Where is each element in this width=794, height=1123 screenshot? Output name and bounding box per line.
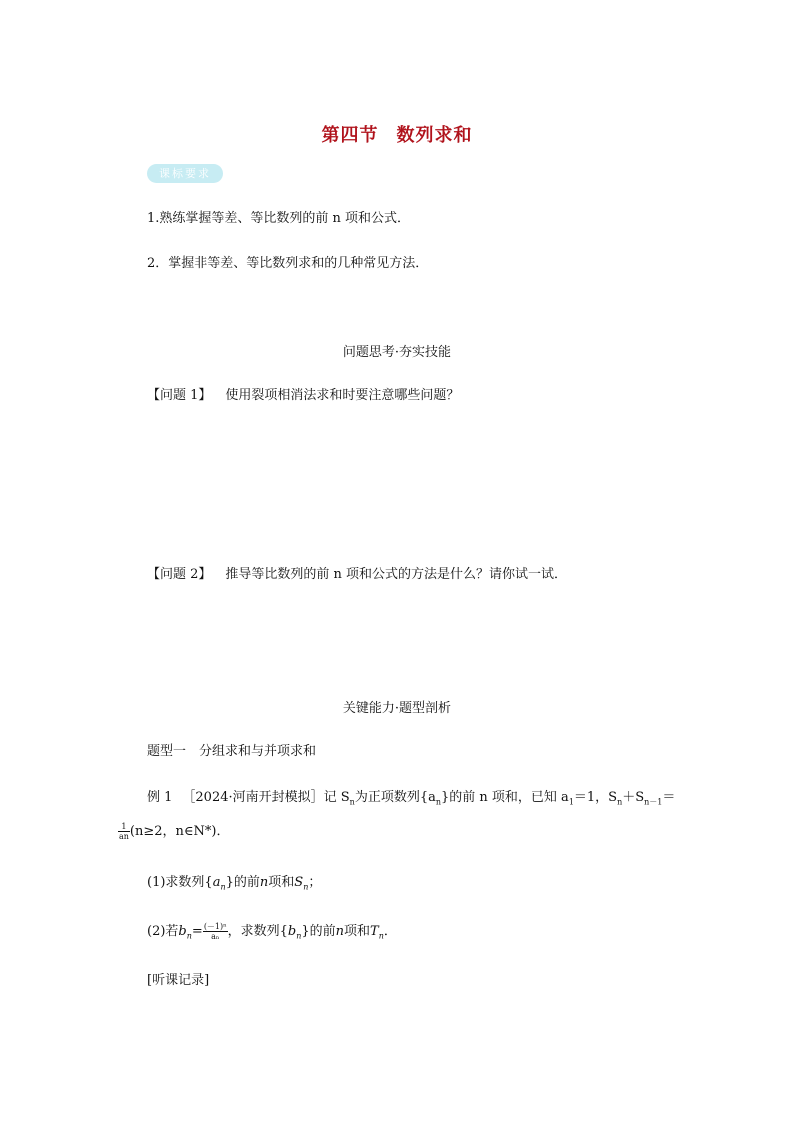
example1-line2: $\frac{1}{an}$ (n≥2，n∈N*)． — [119, 822, 230, 841]
fraction-one-over-an: $\frac{1}{an}$ — [119, 822, 129, 841]
section-heading-key-abilities: 关键能力·题型剖析 — [342, 701, 452, 716]
lecture-notes-label: [听课记录] — [147, 973, 210, 988]
example-label: 例 1 — [147, 790, 173, 805]
question-2 — [147, 566, 567, 584]
curriculum-requirements-badge: 课标要求 — [147, 164, 223, 183]
question-2-text: 推导等比数列的前 n 项和公式的方法是什么？请你试一试． — [225, 567, 568, 582]
question-1 — [147, 387, 459, 405]
question-1-label: 【问题 1】 — [147, 388, 212, 403]
type1-heading: 题型一 分组求和与并项求和 — [147, 744, 317, 759]
example1-line1: 例 1 ［2024·河南开封模拟］记 $S_n$为正项数列$\{a_n\}$的前 n 项和，已知 $a_1=1$，$S_n+S_{n-1}=$ — [147, 790, 676, 807]
requirement-item-2: 2．掌握非等差、等比数列求和的几种常见方法． — [147, 256, 429, 271]
question-1-text: 使用裂项相消法求和时要注意哪些问题？ — [225, 388, 460, 403]
part-1: (1)求数列$\{a_n\}$的前n项和$S_n$； — [147, 875, 322, 892]
example-source: ［2024·河南开封模拟］ — [182, 790, 324, 805]
title-section-number: 第四节 — [321, 125, 379, 146]
page-title — [0, 121, 794, 147]
part-2: (2)若$b_n=$ $\frac{\text{(－1)ⁿ}}{\text{aₙ}}$ ，求数列$\{b_n\}$的前n项和$T_n$． — [147, 922, 397, 941]
fraction-bn: $\frac{\text{(－1)ⁿ}}{\text{aₙ}}$ — [203, 922, 227, 941]
title-topic: 数列求和 — [396, 125, 473, 146]
section-heading-questions: 问题思考·夯实技能 — [342, 345, 452, 360]
question-2-label: 【问题 2】 — [147, 567, 212, 582]
requirement-item-1: 1.熟练掌握等差、等比数列的前 n 项和公式． — [147, 211, 411, 226]
